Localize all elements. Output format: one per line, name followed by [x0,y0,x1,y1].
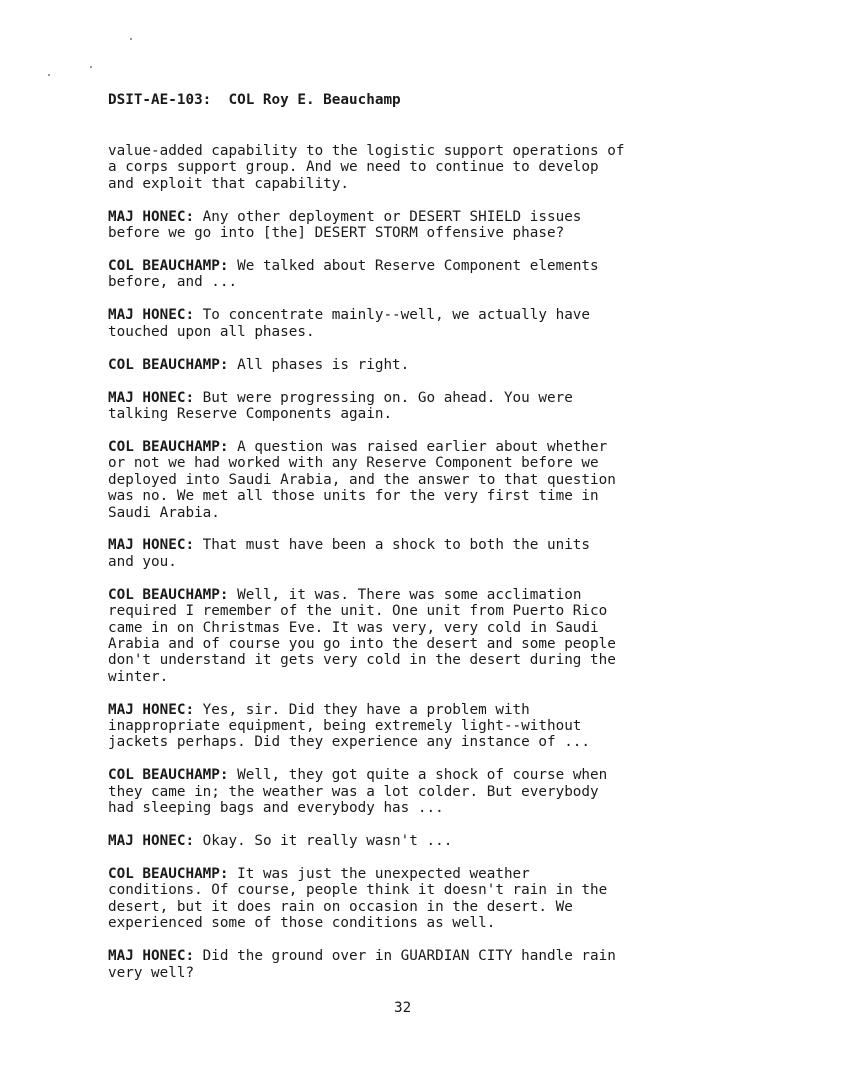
speaker-label: MAJ HONEC: [108,833,195,850]
transcript-body [108,143,728,997]
paragraph-text: That must have been a shock to both the units and you. [108,537,591,570]
transcript-paragraph [108,587,728,685]
paragraph-text: To concentrate mainly--well, we actually have touched upon all phases. [108,307,591,340]
page-number: 32 [394,1000,412,1016]
transcript-paragraph [108,948,728,981]
transcript-paragraph [108,866,728,932]
paragraph-text: But were progressing on. Go ahead. You were talking Reserve Components again. [108,389,573,422]
speaker-label: MAJ HONEC: [108,389,195,406]
speaker-label: COL BEAUCHAMP: [108,356,229,373]
transcript-paragraph [108,767,728,816]
paragraph-text: We talked about Reserve Component elements before, and ... [108,258,599,291]
transcript-paragraph [108,143,728,192]
paragraph-text: Well, they got quite a shock of course when they came in; the weather was a lot colder. But everybody had sleeping bags and everybody has ... [108,767,608,817]
transcript-paragraph [108,357,728,373]
paragraph-text: All phases is right. [228,356,410,373]
transcript-paragraph [108,258,728,291]
speaker-label: COL BEAUCHAMP: [108,866,229,882]
paragraph-text: Any other deployment or DESERT SHIELD issues before we go into [the] DESERT STORM offensive phase? [108,208,582,242]
paragraph-text: value-added capability to the logistic support operations of a corps support group. And we need to continue to develop and exploit that capability. [108,143,625,192]
transcript-paragraph [108,390,728,423]
transcript-paragraph [108,537,728,570]
scan-speck [90,66,92,68]
scan-speck [48,74,50,76]
speaker-label: MAJ HONEC: [108,307,195,324]
speaker-label: COL BEAUCHAMP: [108,438,229,455]
transcript-paragraph [108,833,728,849]
speaker-label: MAJ HONEC: [108,948,195,965]
transcript-paragraph [108,702,728,751]
paragraph-text: Did the ground over in GUARDIAN CITY handle rain very well? [108,948,616,981]
speaker-label: MAJ HONEC: [108,701,195,718]
paragraph-text: It was just the unexpected weather conditions. Of course, people think it doesn't rain in the desert, but it does rain on occasion in the desert. We experienced some of those conditions as well. [108,866,608,932]
transcript-paragraph [108,307,728,340]
paragraph-text: Okay. So it really wasn't ... [194,833,453,850]
scan-speck [130,38,132,40]
document-header: DSIT-AE-103: COL Roy E. Beauchamp [108,92,401,108]
speaker-label: MAJ HONEC: [108,208,195,225]
transcript-paragraph [108,439,728,521]
speaker-label: COL BEAUCHAMP: [108,586,229,603]
paragraph-text: A question was raised earlier about whether or not we had worked with any Reserve Component before we deployed into Saudi Arabia, and the answer to that question was no. We met all those units for the very first time in Saudi Arabia. [108,438,616,521]
speaker-label: COL BEAUCHAMP: [108,767,229,784]
paragraph-text: Well, it was. There was some acclimation required I remember of the unit. One unit from Puerto Rico came in on Christmas Eve. It was very, very cold in Saudi Arabia and of course you go into the desert and some people don't understand it gets very cold in the desert during the winter. [108,586,616,685]
speaker-label: COL BEAUCHAMP: [108,258,229,275]
paragraph-text: Yes, sir. Did they have a problem with inappropriate equipment, being extremely light--without jackets perhaps. Did they experience any instance of ... [108,701,591,751]
speaker-label: MAJ HONEC: [108,537,195,554]
transcript-paragraph [108,209,728,242]
